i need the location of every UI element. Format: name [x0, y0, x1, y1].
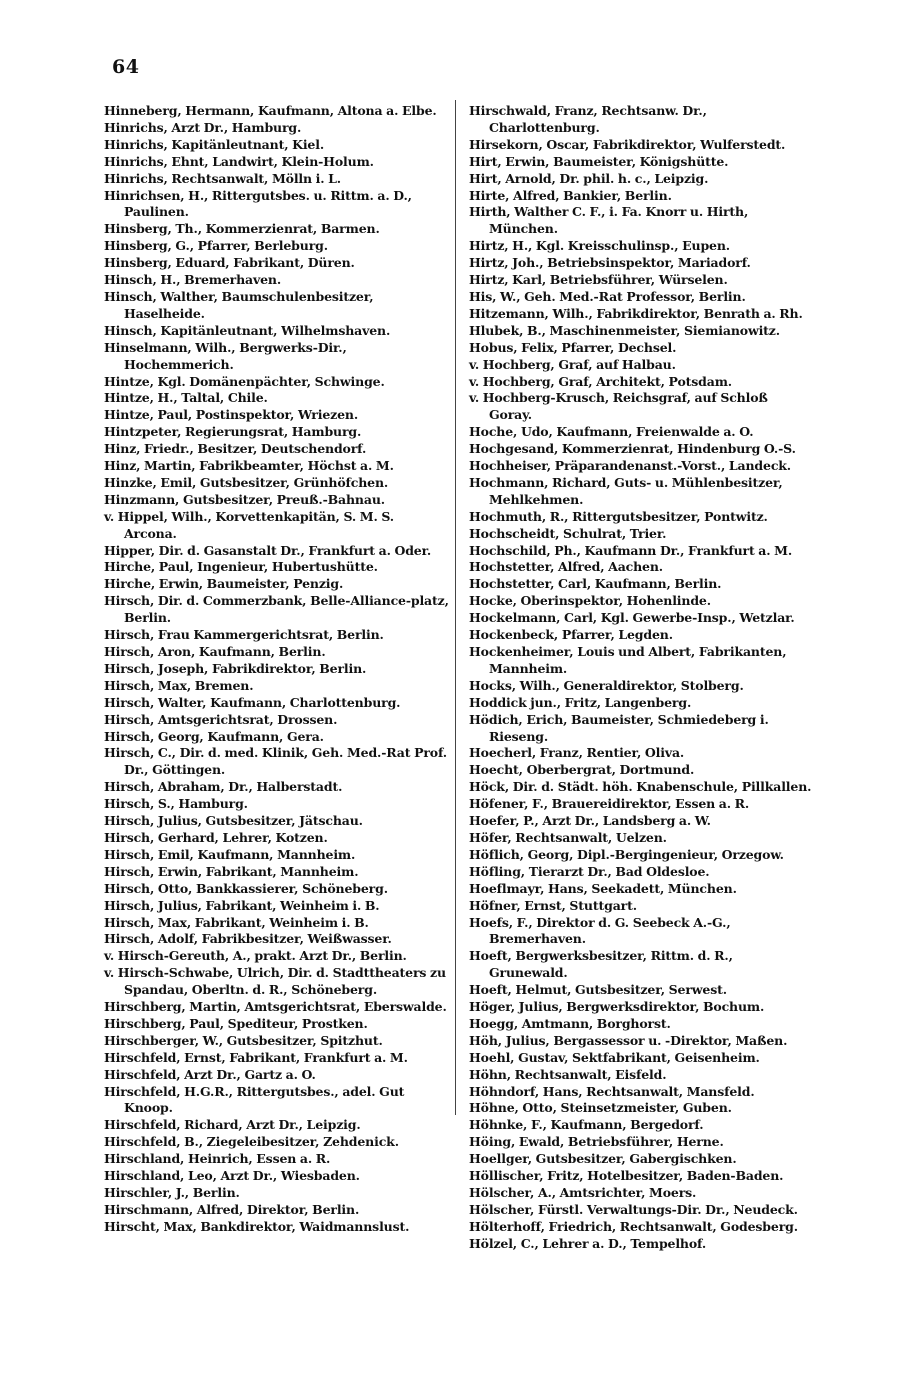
directory-entry: Hochstetter, Alfred, Aachen.: [469, 559, 663, 575]
right-column: [469, 103, 814, 1253]
directory-entry: Hinrichs, Arzt Dr., Hamburg.: [104, 119, 302, 135]
directory-entry: Hirth, Walther C. F., i. Fa. Knorr u. Hirth, München.: [469, 204, 749, 237]
directory-entry: Hochmuth, R., Rittergutsbesitzer, Pontwitz.: [469, 508, 768, 524]
directory-entry: Hölscher, A., Amtsrichter, Moers.: [469, 1185, 697, 1200]
directory-entry: Hockelmann, Carl, Kgl. Gewerbe-Insp., Wetzlar.: [469, 610, 795, 626]
directory-entry: Höhndorf, Hans, Rechtsanwalt, Mansfeld.: [469, 1083, 755, 1099]
directory-entry: Hölzel, C., Lehrer a. D., Tempelhof.: [469, 1235, 707, 1251]
directory-entry: Hinsberg, Th., Kommerzienrat, Barmen.: [104, 221, 380, 237]
directory-entry: Hirsch, Georg, Kaufmann, Gera.: [104, 728, 324, 744]
directory-entry: Hinz, Martin, Fabrikbeamter, Höchst a. M.: [104, 458, 394, 474]
directory-entry: Hockenheimer, Louis und Albert, Fabrikanten, Mannheim.: [469, 644, 787, 676]
directory-entry: Hirschler, J., Berlin.: [104, 1185, 240, 1200]
directory-entry: Hirsch, Adolf, Fabrikbesitzer, Weißwasser.: [104, 931, 392, 947]
directory-entry: Hirsch, Amtsgerichtsrat, Drossen.: [104, 711, 338, 727]
directory-entry: Höh, Julius, Bergassessor u. -Direktor, Maßen.: [469, 1032, 788, 1048]
directory-entry: v. Hochberg-Krusch, Reichsgraf, auf Schloß Goray.: [469, 390, 768, 423]
directory-entry: Hirsch, Abraham, Dr., Halberstadt.: [104, 779, 343, 795]
directory-entry: His, W., Geh. Med.-Rat Professor, Berlin.: [469, 288, 746, 304]
directory-entry: Hirsch, Emil, Kaufmann, Mannheim.: [104, 846, 356, 862]
directory-entry: Hoddick jun., Fritz, Langenberg.: [469, 694, 692, 710]
directory-entry: Hirsch, Erwin, Fabrikant, Mannheim.: [104, 863, 359, 879]
directory-entry: Hirschfeld, Richard, Arzt Dr., Leipzig.: [104, 1117, 361, 1133]
directory-entry: Hirche, Paul, Ingenieur, Hubertushütte.: [104, 559, 378, 575]
directory-entry: Hirsch, Max, Bremen.: [104, 677, 254, 693]
directory-entry: Hinz, Friedr., Besitzer, Deutschendorf.: [104, 441, 367, 457]
directory-entry: Hinneberg, Hermann, Kaufmann, Altona a. Elbe.: [104, 103, 437, 118]
directory-entry: Hoecherl, Franz, Rentier, Oliva.: [469, 745, 685, 761]
directory-entry: Höfer, Rechtsanwalt, Uelzen.: [469, 829, 667, 845]
directory-entry: Hoeflmayr, Hans, Seekadett, München.: [469, 880, 737, 896]
directory-entry: Hölterhoff, Friedrich, Rechtsanwalt, Godesberg.: [469, 1218, 798, 1234]
directory-entry: Höfner, Ernst, Stuttgart.: [469, 897, 637, 913]
directory-entry: Hinzke, Emil, Gutsbesitzer, Grünhöfchen.: [104, 474, 389, 490]
directory-entry: Hirschfeld, H.G.R., Rittergutsbes., adel. Gut Knoop.: [104, 1083, 405, 1116]
directory-entry: Hipper, Dir. d. Gasanstalt Dr., Frankfurt a. Oder.: [104, 542, 432, 558]
directory-entry: Hoehl, Gustav, Sektfabrikant, Geisenheim.: [469, 1049, 760, 1065]
directory-entry: Hirsch, Frau Kammergerichtsrat, Berlin.: [104, 627, 384, 643]
directory-entry: Hinrichs, Kapitänleutnant, Kiel.: [104, 136, 325, 152]
directory-entry: v. Hippel, Wilh., Korvettenkapitän, S. M. S. Arcona.: [104, 508, 395, 541]
directory-entry: Hirsch, Joseph, Fabrikdirektor, Berlin.: [104, 660, 367, 676]
directory-entry: Hinrichs, Rechtsanwalt, Mölln i. L.: [104, 170, 342, 186]
left-column: [104, 103, 449, 1236]
directory-entry: Hirschberger, W., Gutsbesitzer, Spitzhut.: [104, 1032, 383, 1048]
directory-entry: Hinzmann, Gutsbesitzer, Preuß.-Bahnau.: [104, 491, 385, 507]
directory-entry: Hochheiser, Präparandenanst.-Vorst., Landeck.: [469, 458, 791, 474]
directory-entry: Hoecht, Oberbergrat, Dortmund.: [469, 762, 695, 778]
directory-entry: Höhn, Rechtsanwalt, Eisfeld.: [469, 1066, 667, 1082]
directory-entry: Hirsch, Aron, Kaufmann, Berlin.: [104, 644, 326, 659]
directory-entry: Hinsch, Kapitänleutnant, Wilhelmshaven.: [104, 322, 391, 338]
directory-entry: Hoche, Udo, Kaufmann, Freienwalde a. O.: [469, 424, 754, 440]
directory-entry: Hlubek, B., Maschinenmeister, Siemianowitz.: [469, 322, 780, 338]
directory-entry: Hirsch, Julius, Gutsbesitzer, Jätschau.: [104, 813, 363, 829]
directory-entry: Hockenbeck, Pfarrer, Legden.: [469, 627, 673, 643]
directory-entry: Hochgesand, Kommerzienrat, Hindenburg O.-S.: [469, 441, 796, 457]
directory-entry: Hinsberg, G., Pfarrer, Berleburg.: [104, 238, 328, 254]
directory-entry: Hochschild, Ph., Kaufmann Dr., Frankfurt a. M.: [469, 542, 793, 558]
directory-entry: v. Hochberg, Graf, Architekt, Potsdam.: [469, 373, 732, 389]
directory-entry: Höing, Ewald, Betriebsführer, Herne.: [469, 1134, 724, 1150]
directory-entry: Hirschfeld, Arzt Dr., Gartz a. O.: [104, 1066, 316, 1082]
directory-entry: Hoellger, Gutsbesitzer, Gabergischken.: [469, 1151, 737, 1167]
directory-entry: Hirtz, Joh., Betriebsinspektor, Mariadorf.: [469, 255, 751, 271]
directory-entry: Höfling, Tierarzt Dr., Bad Oldesloe.: [469, 863, 710, 879]
directory-entry: Hirscht, Max, Bankdirektor, Waidmannslust.: [104, 1218, 410, 1234]
directory-entry: Hobus, Felix, Pfarrer, Dechsel.: [469, 339, 677, 355]
directory-entry: Hocke, Oberinspektor, Hohenlinde.: [469, 593, 711, 609]
directory-entry: Hirte, Alfred, Bankier, Berlin.: [469, 187, 672, 203]
directory-entry: Hintze, H., Taltal, Chile.: [104, 390, 268, 406]
directory-entry: Hirsch, S., Hamburg.: [104, 796, 248, 812]
directory-entry: Höhnke, F., Kaufmann, Bergedorf.: [469, 1117, 704, 1133]
directory-entry: Hoeft, Helmut, Gutsbesitzer, Serwest.: [469, 982, 727, 998]
directory-entry: Höllischer, Fritz, Hotelbesitzer, Baden-Baden.: [469, 1168, 784, 1184]
directory-entry: Hirsch, C., Dir. d. med. Klinik, Geh. Med.-Rat Prof. Dr., Göttingen.: [104, 745, 447, 778]
directory-entry: Hoegg, Amtmann, Borghorst.: [469, 1015, 671, 1031]
directory-entry: Hirsch, Walter, Kaufmann, Charlottenburg.: [104, 694, 401, 710]
directory-entry: Hirtz, Karl, Betriebsführer, Würselen.: [469, 272, 728, 288]
directory-entry: Hinselmann, Wilh., Bergwerks-Dir., Hochemmerich.: [104, 339, 347, 372]
directory-entry: Hirsch, Gerhard, Lehrer, Kotzen.: [104, 829, 328, 845]
directory-entry: Hirsch, Julius, Fabrikant, Weinheim i. B.: [104, 897, 380, 913]
directory-entry: Hirschmann, Alfred, Direktor, Berlin.: [104, 1201, 360, 1217]
directory-entry: Hinrichs, Ehnt, Landwirt, Klein-Holum.: [104, 153, 374, 169]
directory-entry: Hintze, Kgl. Domänenpächter, Schwinge.: [104, 373, 385, 389]
directory-entry: Hölscher, Fürstl. Verwaltungs-Dir. Dr., Neudeck.: [469, 1201, 798, 1217]
directory-entry: Hinrichsen, H., Rittergutsbes. u. Rittm. a. D., Paulinen.: [104, 187, 412, 220]
directory-entry: Hirschfeld, B., Ziegeleibesitzer, Zehdenick.: [104, 1134, 399, 1150]
directory-entry: Hirschberg, Paul, Spediteur, Prostken.: [104, 1015, 368, 1031]
directory-entry: Hirschfeld, Ernst, Fabrikant, Frankfurt a. M.: [104, 1049, 408, 1065]
directory-entry: Hochmann, Richard, Guts- u. Mühlenbesitzer, Mehlkehmen.: [469, 474, 783, 507]
directory-entry: v. Hirsch-Gereuth, A., prakt. Arzt Dr., Berlin.: [104, 948, 407, 964]
directory-entry: Hoeft, Bergwerksbesitzer, Rittm. d. R., Grunewald.: [469, 948, 733, 981]
directory-entry: Hoefs, F., Direktor d. G. Seebeck A.-G., Bremerhaven.: [469, 914, 731, 947]
directory-entry: Höfener, F., Brauereidirektor, Essen a. R.: [469, 796, 750, 812]
directory-entry: Hirt, Arnold, Dr. phil. h. c., Leipzig.: [469, 170, 709, 186]
directory-entry: Hirschland, Leo, Arzt Dr., Wiesbaden.: [104, 1168, 360, 1184]
directory-entry: Hintze, Paul, Postinspektor, Wriezen.: [104, 407, 359, 423]
directory-entry: Hirsekorn, Oscar, Fabrikdirektor, Wulferstedt.: [469, 136, 786, 152]
directory-entry: Hirche, Erwin, Baumeister, Penzig.: [104, 576, 344, 592]
directory-entry: Höhne, Otto, Steinsetzmeister, Guben.: [469, 1100, 732, 1116]
directory-entry: Hirschberg, Martin, Amtsgerichtsrat, Eberswalde.: [104, 999, 447, 1015]
directory-entry: Hinsch, H., Bremerhaven.: [104, 272, 282, 288]
directory-entry: Hochscheidt, Schulrat, Trier.: [469, 525, 667, 541]
directory-entry: Hödich, Erich, Baumeister, Schmiedeberg i. Rieseng.: [469, 711, 769, 744]
directory-entry: Hirsch, Max, Fabrikant, Weinheim i. B.: [104, 914, 369, 930]
directory-entry: Hoefer, P., Arzt Dr., Landsberg a. W.: [469, 813, 711, 829]
directory-entry: Hinsch, Walther, Baumschulenbesitzer, Haselheide.: [104, 288, 374, 321]
directory-entry: Hirsch, Dir. d. Commerzbank, Belle-Alliance-platz, Berlin.: [104, 593, 449, 626]
directory-entry: Hinsberg, Eduard, Fabrikant, Düren.: [104, 255, 355, 271]
directory-entry: Hirsch, Otto, Bankkassierer, Schöneberg.: [104, 880, 388, 896]
directory-entry: v. Hirsch-Schwabe, Ulrich, Dir. d. Stadttheaters zu Spandau, Oberltn. d. R., Schöneberg.: [104, 965, 446, 998]
directory-entry: v. Hochberg, Graf, auf Halbau.: [469, 356, 676, 372]
directory-entry: Hochstetter, Carl, Kaufmann, Berlin.: [469, 576, 722, 592]
directory-entry: Hirtz, H., Kgl. Kreisschulinsp., Eupen.: [469, 238, 730, 254]
directory-entry: Hintzpeter, Regierungsrat, Hamburg.: [104, 424, 362, 440]
directory-entry: Höger, Julius, Bergwerksdirektor, Bochum.: [469, 999, 765, 1015]
column-divider: [455, 100, 456, 1115]
directory-entry: Hitzemann, Wilh., Fabrikdirektor, Benrath a. Rh.: [469, 305, 803, 321]
page-number: 64: [112, 56, 140, 78]
directory-entry: Höck, Dir. d. Städt. höh. Knabenschule, Pillkallen.: [469, 779, 812, 795]
directory-entry: Höflich, Georg, Dipl.-Bergingenieur, Orzegow.: [469, 846, 784, 862]
directory-entry: Hirschland, Heinrich, Essen a. R.: [104, 1151, 331, 1167]
directory-entry: Hirt, Erwin, Baumeister, Königshütte.: [469, 153, 729, 169]
directory-entry: Hirschwald, Franz, Rechtsanw. Dr., Charlottenburg.: [469, 103, 707, 135]
directory-entry: Hocks, Wilh., Generaldirektor, Stolberg.: [469, 677, 744, 693]
